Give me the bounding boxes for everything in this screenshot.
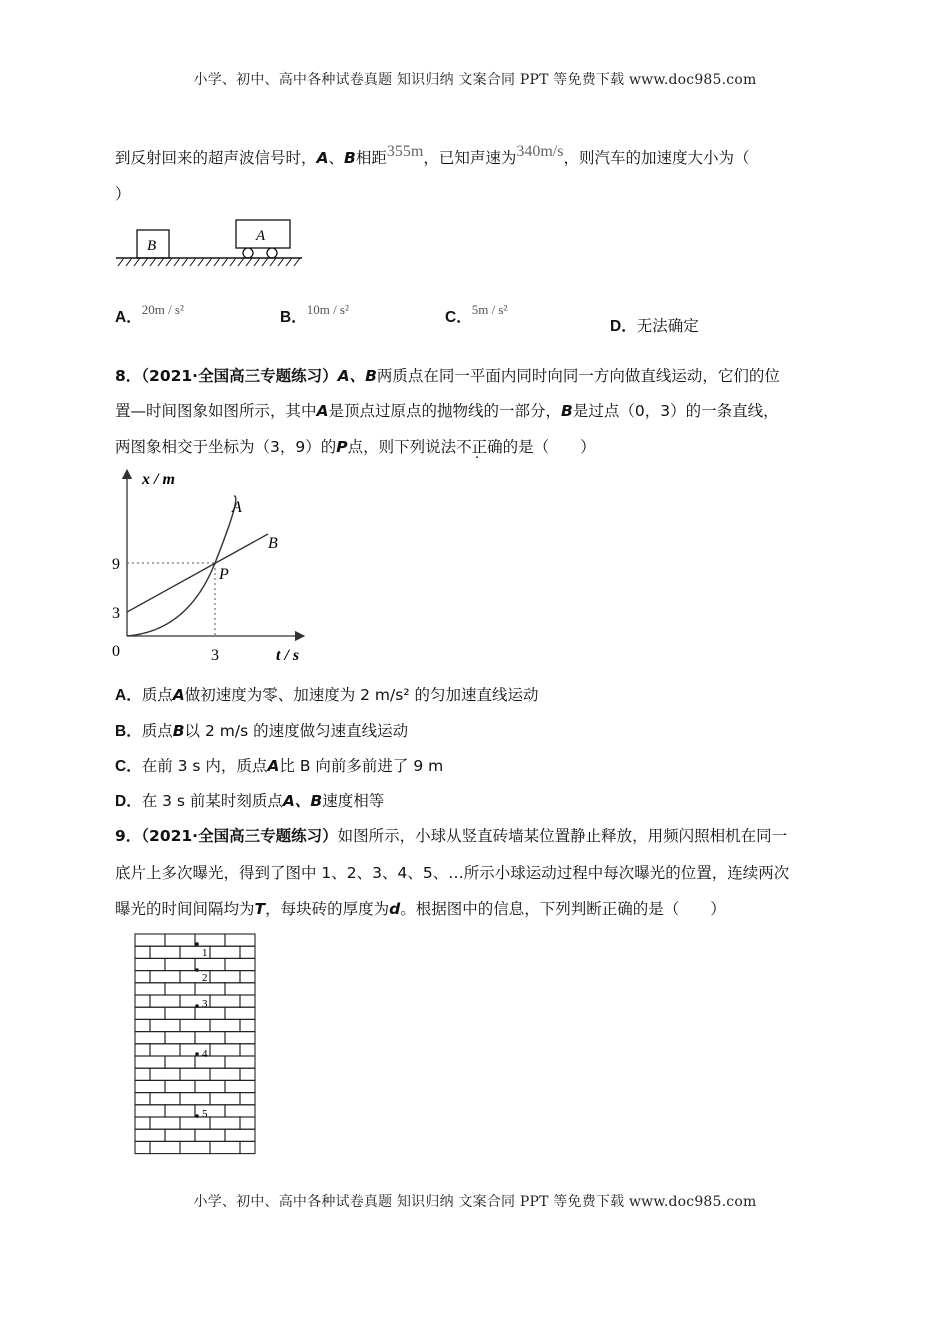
ball-dot: [195, 1052, 199, 1056]
brick: [135, 934, 165, 946]
q9-brick-wall: [130, 930, 270, 1166]
brick: [225, 958, 255, 970]
brick: [195, 1032, 225, 1044]
q7-line1: [115, 143, 750, 168]
q8-xt-graph: [108, 466, 308, 666]
option-text: 速度相等: [322, 792, 385, 810]
tick-3-x: 3: [211, 647, 219, 664]
brick: [135, 958, 165, 970]
brick: [225, 934, 255, 946]
brick: [165, 1129, 195, 1141]
q8-text: 是顶点过原点的抛物线的一部分，: [328, 402, 562, 420]
option-text: 做初速度为零、加速度为 2 m/s² 的匀加速直线运动: [184, 686, 539, 704]
brick: [150, 946, 180, 958]
brick: [135, 946, 150, 958]
ball-dot: [195, 942, 199, 946]
brick: [165, 1007, 195, 1019]
ball-label: 5: [202, 1108, 208, 1120]
brick: [165, 983, 195, 995]
brick: [240, 971, 255, 983]
brick: [135, 1044, 150, 1056]
option-value: 5m / s²: [471, 302, 508, 317]
q7-var-b: B: [344, 149, 356, 167]
brick: [225, 1080, 255, 1092]
option-label: D．: [610, 318, 637, 335]
q9-text: 。根据图中的信息，下列判断正确的是（ ）: [400, 900, 726, 918]
option-var: A、B: [282, 792, 323, 810]
brick: [225, 1105, 255, 1117]
label-b: B: [268, 535, 278, 552]
option-text: 比 B 向前多前进了 9 m: [279, 757, 444, 775]
page-footer: 小学、初中、高中各种试卷真题 知识归纳 文案合同 PPT 等免费下载 www.doc985.com: [193, 1194, 757, 1210]
brick: [195, 1129, 225, 1141]
brick: [195, 1056, 225, 1068]
q9-number: 9．: [115, 827, 142, 845]
q8-number: 8．: [115, 367, 142, 385]
brick: [135, 983, 165, 995]
brick: [240, 995, 255, 1007]
page-header: 小学、初中、高中各种试卷真题 知识归纳 文案合同 PPT 等免费下载 www.doc985.com: [193, 72, 757, 88]
brick: [210, 1019, 240, 1031]
brick: [150, 995, 180, 1007]
brick: [210, 946, 240, 958]
brick: [165, 1056, 195, 1068]
y-axis-label: x / m: [142, 471, 175, 488]
q8-var-b: B: [561, 402, 573, 420]
ball-dot: [195, 968, 199, 972]
q7-option-d[interactable]: [610, 314, 699, 336]
q8-text: 的是（ ）: [502, 438, 596, 456]
q9-line1: [115, 824, 787, 846]
brick: [135, 1105, 165, 1117]
block-b-label: B: [147, 238, 157, 254]
brick: [150, 1093, 180, 1105]
q8-line1: [115, 364, 780, 386]
q8-text: 两图象相交于坐标为（3，9）的: [115, 438, 337, 456]
q7-var-a: A: [316, 149, 329, 167]
brick: [210, 995, 240, 1007]
brick: [240, 1141, 255, 1153]
option-text: 以 2 m/s 的速度做匀速直线运动: [184, 722, 409, 740]
q9-var-d: d: [389, 900, 401, 918]
option-text: 质点: [141, 686, 173, 704]
q7-sound-speed: 340m/s: [516, 143, 564, 160]
brick: [195, 1080, 225, 1092]
brick: [135, 1141, 150, 1153]
ground-hatch: [118, 258, 300, 266]
brick: [195, 934, 225, 946]
q8-option-d[interactable]: [115, 789, 384, 811]
brick: [165, 1080, 195, 1092]
option-label: D．: [115, 793, 142, 810]
brick: [135, 1080, 165, 1092]
option-var: A: [267, 757, 280, 775]
q8-option-a[interactable]: [115, 683, 538, 705]
label-p: P: [219, 566, 229, 583]
q8-var-p: P: [336, 438, 348, 456]
brick: [210, 1044, 240, 1056]
option-var: A: [172, 686, 185, 704]
q9-text: 如图所示，小球从竖直砖墙某位置静止释放，用频闪照相机在同一: [337, 827, 788, 845]
tick-3-y: 3: [112, 605, 120, 622]
car-a-label: A: [256, 228, 266, 244]
brick: [225, 1129, 255, 1141]
brick: [240, 1019, 255, 1031]
brick: [150, 1044, 180, 1056]
brick: [210, 971, 240, 983]
brick: [180, 1068, 210, 1080]
brick: [135, 1056, 165, 1068]
option-label: C．: [445, 309, 472, 326]
label-a: A: [232, 499, 242, 516]
brick: [210, 1117, 240, 1129]
q8-text: 两质点在同一平面内同时向同一方向做直线运动，它们的位: [376, 367, 780, 385]
car-wheel: [243, 248, 253, 258]
q9-line3: [115, 897, 726, 919]
brick: [240, 1068, 255, 1080]
q8-emphasis: 不正确: [456, 438, 503, 456]
brick: [240, 946, 255, 958]
brick: [225, 1032, 255, 1044]
q8-line2: [115, 399, 779, 421]
ball-label: 3: [202, 998, 208, 1010]
q7-line2: ）: [115, 185, 131, 203]
brick: [225, 1007, 255, 1019]
tick-9: 9: [112, 556, 120, 573]
brick: [135, 1007, 165, 1019]
brick: [180, 1141, 210, 1153]
brick: [195, 983, 225, 995]
brick: [210, 1068, 240, 1080]
q9-text: ，每块砖的厚度为: [265, 900, 390, 918]
q7-option-a[interactable]: [115, 302, 184, 327]
brick: [240, 1044, 255, 1056]
option-label: A．: [115, 309, 142, 326]
q9-text: 曝光的时间间隔均为: [115, 900, 255, 918]
brick: [135, 1093, 150, 1105]
option-label: B．: [115, 723, 142, 740]
brick: [150, 1019, 180, 1031]
q9-line2: 底片上多次曝光，得到了图中 1、2、3、4、5、…所示小球运动过程中每次曝光的位置，连续两次: [115, 864, 790, 882]
ball-label: 1: [202, 947, 208, 959]
q7-text: 到反射回来的超声波信号时，: [115, 149, 317, 167]
q7-figure: [112, 214, 312, 274]
q8-var-a: A: [316, 402, 329, 420]
brick: [135, 1117, 150, 1129]
q8-vars: A、B: [337, 367, 377, 385]
brick: [165, 934, 195, 946]
brick: [165, 958, 195, 970]
brick: [135, 1019, 150, 1031]
brick: [195, 958, 225, 970]
option-value: 无法确定: [636, 317, 699, 335]
brick: [150, 1117, 180, 1129]
brick: [210, 1093, 240, 1105]
option-text: 在前 3 s 内，质点: [141, 757, 268, 775]
ball-label: 2: [202, 972, 208, 984]
option-text: 在 3 s 前某时刻质点: [141, 792, 283, 810]
ball-label: 4: [202, 1048, 208, 1060]
q7-text: ，已知声速为: [423, 149, 517, 167]
brick: [225, 983, 255, 995]
q8-text: 置—时间图象如图所示，其中: [115, 402, 317, 420]
brick: [195, 1007, 225, 1019]
brick: [180, 1093, 210, 1105]
q8-option-b[interactable]: [115, 719, 408, 741]
q8-source: （2021·全国高三专题练习）: [141, 367, 338, 385]
brick: [135, 995, 150, 1007]
q9-source: （2021·全国高三专题练习）: [141, 827, 338, 845]
q8-text: 是过点（0，3）的一条直线，: [572, 402, 779, 420]
brick: [240, 1117, 255, 1129]
q8-line3: [115, 435, 596, 457]
q7-text: ，则汽车的加速度大小为（: [563, 149, 750, 167]
q7-sep: 、: [328, 149, 345, 167]
brick: [195, 1105, 225, 1117]
brick: [165, 1105, 195, 1117]
q8-option-c[interactable]: [115, 754, 443, 776]
option-label: B．: [280, 309, 307, 326]
brick: [135, 1068, 150, 1080]
tick-0: 0: [112, 643, 120, 660]
ball-dot: [195, 1004, 199, 1008]
brick: [135, 1032, 165, 1044]
line-b: [127, 534, 268, 612]
brick: [225, 1056, 255, 1068]
option-var: B: [172, 722, 185, 740]
q7-option-c[interactable]: [445, 302, 508, 327]
option-value: 10m / s²: [306, 302, 349, 317]
brick: [135, 1129, 165, 1141]
brick-grid: [135, 934, 255, 1154]
brick: [240, 1093, 255, 1105]
brick: [180, 1019, 210, 1031]
q7-text: 相距: [355, 149, 387, 167]
option-value: 20m / s²: [141, 302, 184, 317]
brick: [150, 1068, 180, 1080]
q9-var-t: T: [254, 900, 266, 918]
brick: [210, 1141, 240, 1153]
brick: [150, 1141, 180, 1153]
ball-dot: [195, 1114, 199, 1118]
option-text: 质点: [141, 722, 173, 740]
x-axis-label: t / s: [276, 647, 300, 664]
q7-distance: 355m: [386, 143, 424, 160]
brick: [150, 971, 180, 983]
option-label: C．: [115, 758, 142, 775]
brick: [165, 1032, 195, 1044]
q8-text: 点，则下列说法: [347, 438, 457, 456]
car-wheel: [267, 248, 277, 258]
option-label: A．: [115, 687, 142, 704]
brick: [135, 971, 150, 983]
q7-option-b[interactable]: [280, 302, 349, 327]
